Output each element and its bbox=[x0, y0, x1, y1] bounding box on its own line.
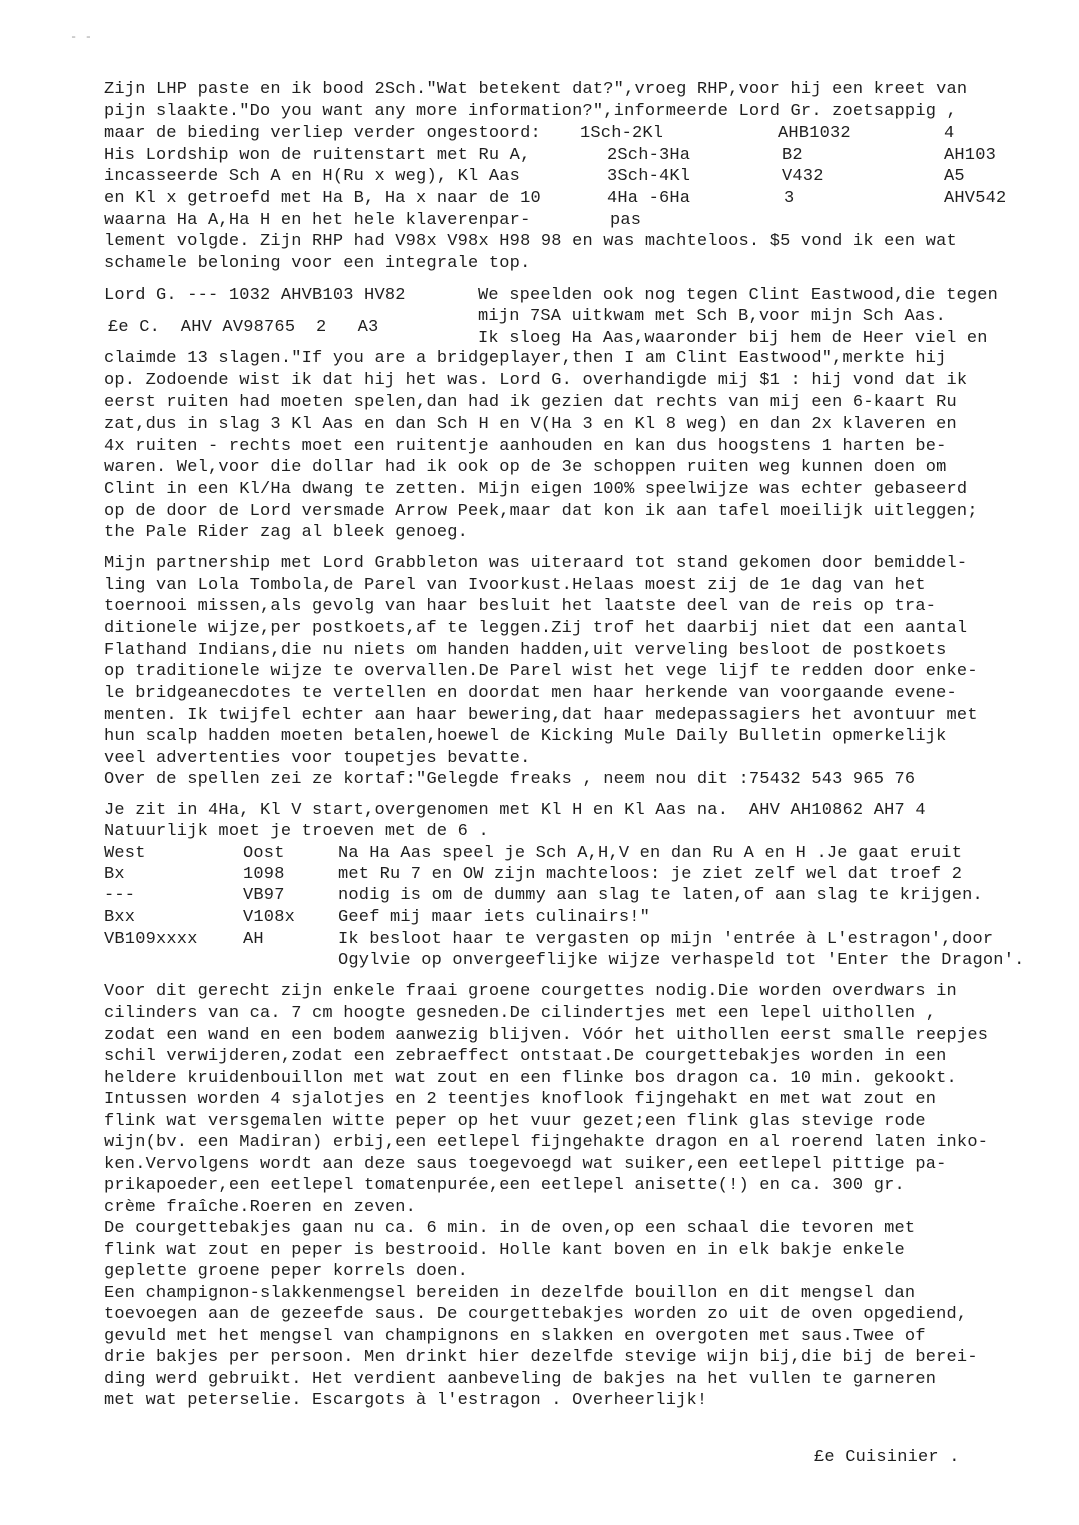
hand-west: --- bbox=[104, 886, 136, 905]
text-line: flink wat versgemalen witte peper op het vuur gezet;een flink glas stevige rode bbox=[104, 1112, 926, 1131]
text-line: zat,dus in slag 3 Kl Aas en dan Sch H en V(Ha 3 en Kl 8 weg) en dan 2x klaveren en bbox=[104, 415, 957, 434]
text-line: Mijn partnership met Lord Grabbleton was uiteraard tot stand gekomen door bemiddel- bbox=[104, 554, 968, 573]
text-line: toernooi missen,als gevolg van haar besluit het laatste deel van de reis op tra- bbox=[104, 597, 937, 616]
text-line: schamele beloning voor een integrale top. bbox=[104, 254, 531, 273]
text-line: crème fraîche.Roeren en zeven. bbox=[104, 1198, 417, 1217]
text-line: toevoegen aan de gezeefde saus. De courgettebakjes worden zo uit de oven opgediend, bbox=[104, 1305, 968, 1324]
text-line: flink wat zout en peper is bestrooid. Holle kant boven en in elk bakje enkele bbox=[104, 1241, 905, 1260]
bidding-entry: 3Sch-4Kl bbox=[607, 167, 691, 186]
text-line: Clint in een Kl/Ha dwang te zetten. Mijn eigen 100% speelwijze was echter gebaseerd bbox=[104, 480, 968, 499]
text-line: Geef mij maar iets culinairs!" bbox=[338, 908, 651, 927]
text-line: op. Zodoende wist ik dat hij het was. Lord G. overhandigde mij $1 : hij vond dat ik bbox=[104, 371, 968, 390]
text-line: ding werd gebruikt. Het verdient aanbeveling de bakjes na het vullen te garneren bbox=[104, 1370, 937, 1389]
text-line: met wat peterselie. Escargots à l'estragon . Overheerlijk! bbox=[104, 1391, 708, 1410]
text-line: nodig is om de dummy aan slag te laten,of aan slag te krijgen. bbox=[338, 886, 983, 905]
hand-le: £e C. AHV AV98765 2 A3 bbox=[108, 318, 379, 337]
text-line: mijn 7SA uitkwam met Sch B,voor mijn Sch Aas. bbox=[478, 307, 947, 326]
text-line: Ogylvie op onvergeeflijke wijze verhaspeld tot 'Enter the Dragon'. bbox=[338, 951, 1025, 970]
text-line: op traditionele wijze te overvallen.De Parel wist het vege lijf te redden door enke- bbox=[104, 662, 978, 681]
hand-card: 3 bbox=[784, 189, 795, 208]
hand-oost: 1098 bbox=[243, 865, 285, 884]
hand-oost: AH bbox=[243, 930, 264, 949]
hand-card: AHV542 bbox=[944, 189, 1007, 208]
text-line: claimde 13 slagen."If you are a bridgeplayer,then I am Clint Eastwood",merkte hij bbox=[104, 349, 947, 368]
text-line: prikapoeder,een eetlepel tomatenpurée,een eetlepel anisette(!) en ca. 300 gr. bbox=[104, 1176, 905, 1195]
text-line: zodat een wand en een bodem aanwezig blijven. Vóór het uithollen eerst smalle reepjes bbox=[104, 1026, 989, 1045]
text-line: Ik sloeg Ha Aas,waaronder bij hem de Heer viel en bbox=[478, 329, 988, 348]
hand-lord: Lord G. --- 1032 AHVB103 HV82 bbox=[104, 286, 406, 305]
text-line: Over de spellen zei ze kortaf:"Gelegde freaks , neem nou dit :75432 543 965 76 bbox=[104, 770, 916, 789]
text-line: heldere kruidenbouillon met wat zout en een flinke bos dragon ca. 10 min. gekookt. bbox=[104, 1069, 957, 1088]
hand-west: Bxx bbox=[104, 908, 136, 927]
bidding-entry: 4Ha -6Ha bbox=[607, 189, 691, 208]
hand-oost: Oost bbox=[243, 844, 285, 863]
text-line: incasseerde Sch A en H(Ru x weg), Kl Aas bbox=[104, 167, 521, 186]
text-line: Flathand Indians,die nu niets om handen hadden,uit verveling besloot de postkoets bbox=[104, 641, 947, 660]
text-line: ken.Vervolgens wordt aan deze saus toegevoegd wat suiker,een eetlepel pittige pa- bbox=[104, 1155, 947, 1174]
text-line: op de door de Lord versmade Arrow Peek,maar dat kon ik aan tafel moeilijk uitleggen; bbox=[104, 502, 978, 521]
text-line: wijn(bv. een Madiran) erbij,een eetlepel fijngehakte dragon en al roerend laten inko- bbox=[104, 1133, 989, 1152]
hand-card: AH103 bbox=[944, 146, 997, 165]
text-line: His Lordship won de ruitenstart met Ru A, bbox=[104, 146, 531, 165]
text-line: schil verwijderen,zodat een zebraeffect ontstaat.De courgettebakjes worden in een bbox=[104, 1047, 947, 1066]
text-line: ditionele wijze,per postkoets,af te leggen.Zij trof het daarbij niet dat een aantal bbox=[104, 619, 968, 638]
text-line: lement volgde. Zijn RHP had V98x V98x H98 98 en was machteloos. $5 vond ik een wat bbox=[104, 232, 957, 251]
text-line: Zijn LHP paste en ik bood 2Sch."Wat betekent dat?",vroeg RHP,voor hij een kreet van bbox=[104, 80, 968, 99]
text-line: Ik besloot haar te vergasten op mijn 'entrée à L'estragon',door bbox=[338, 930, 994, 949]
text-line: Intussen worden 4 sjalotjes en 2 teentjes knoflook fijngehakt en met wat zout en bbox=[104, 1090, 937, 1109]
bidding-entry: 2Sch-3Ha bbox=[607, 146, 691, 165]
text-line: le bridgeanecdotes te vertellen en doordat men haar herkende van voorgaande evene- bbox=[104, 684, 957, 703]
hand-oost: V108x bbox=[243, 908, 296, 927]
text-line: waren. Wel,voor die dollar had ik ook op de 3e schoppen ruiten weg kunnen doen om bbox=[104, 458, 947, 477]
text-line: gevuld met het mengsel van champignons en slakken en overgoten met saus.Twee of bbox=[104, 1327, 926, 1346]
hand-card: A5 bbox=[944, 167, 965, 186]
scan-mark: - - bbox=[70, 30, 93, 44]
text-line: eerst ruiten had moeten spelen,dan had ik gezien dat rechts van mij een 6-kaart Ru bbox=[104, 393, 957, 412]
text-line: De courgettebakjes gaan nu ca. 6 min. in de oven,op een schaal die tevoren met bbox=[104, 1219, 916, 1238]
text-line: Natuurlijk moet je troeven met de 6 . bbox=[104, 822, 489, 841]
text-line: We speelden ook nog tegen Clint Eastwood,die tegen bbox=[478, 286, 999, 305]
bidding-entry: 1Sch-2Kl bbox=[580, 124, 664, 143]
text-line: hun scalp hadden moeten betalen,hoewel de Kicking Mule Daily Bulletin opmerkelijk bbox=[104, 727, 947, 746]
signature: £e Cuisinier . bbox=[814, 1448, 960, 1467]
hand-west: VB109xxxx bbox=[104, 930, 198, 949]
text-line: met Ru 7 en OW zijn machteloos: je ziet zelf wel dat troef 2 bbox=[338, 865, 963, 884]
text-line: pijn slaakte."Do you want any more information?",informeerde Lord Gr. zoetsappig , bbox=[104, 102, 957, 121]
text-line: Voor dit gerecht zijn enkele fraai groene courgettes nodig.Die worden overdwars in bbox=[104, 982, 957, 1001]
text-line: veel advertenties voor toupetjes bevatte. bbox=[104, 749, 531, 768]
hand-card: AHB1032 bbox=[778, 124, 851, 143]
text-line: Je zit in 4Ha, Kl V start,overgenomen met Kl H en Kl Aas na. AHV AH10862 AH7 4 bbox=[104, 801, 926, 820]
text-line: menten. Ik twijfel echter aan haar bewering,dat haar medepassagiers het avontuur met bbox=[104, 706, 978, 725]
text-line: the Pale Rider zag al bleek genoeg. bbox=[104, 523, 469, 542]
hand-card: B2 bbox=[782, 146, 803, 165]
bidding-entry: pas bbox=[610, 211, 642, 230]
text-line: drie bakjes per persoon. Men drinkt hier dezelfde stevige wijn bij,die bij de berei- bbox=[104, 1348, 978, 1367]
text-line: Na Ha Aas speel je Sch A,H,V en dan Ru A en H .Je gaat eruit bbox=[338, 844, 963, 863]
text-line: geplette groene peper korrels doen. bbox=[104, 1262, 469, 1281]
hand-west: Bx bbox=[104, 865, 125, 884]
hand-card: 4 bbox=[944, 124, 955, 143]
text-line: maar de bieding verliep verder ongestoord: bbox=[104, 124, 541, 143]
text-line: waarna Ha A,Ha H en het hele klaverenpar- bbox=[104, 211, 531, 230]
text-line: en Kl x getroefd met Ha B, Ha x naar de 10 bbox=[104, 189, 541, 208]
text-line: 4x ruiten - rechts moet een ruitentje aanhouden en kan dus hoogstens 1 harten be- bbox=[104, 437, 947, 456]
hand-west: West bbox=[104, 844, 146, 863]
text-line: ling van Lola Tombola,de Parel van Ivoorkust.Helaas moest zij de 1e dag van het bbox=[104, 576, 926, 595]
hand-oost: VB97 bbox=[243, 886, 285, 905]
hand-card: V432 bbox=[782, 167, 824, 186]
text-line: Een champignon-slakkenmengsel bereiden in dezelfde bouillon en dit mengsel dan bbox=[104, 1284, 916, 1303]
text-line: cilinders van ca. 7 cm hoogte gesneden.De cilindertjes met een lepel uithollen , bbox=[104, 1004, 937, 1023]
